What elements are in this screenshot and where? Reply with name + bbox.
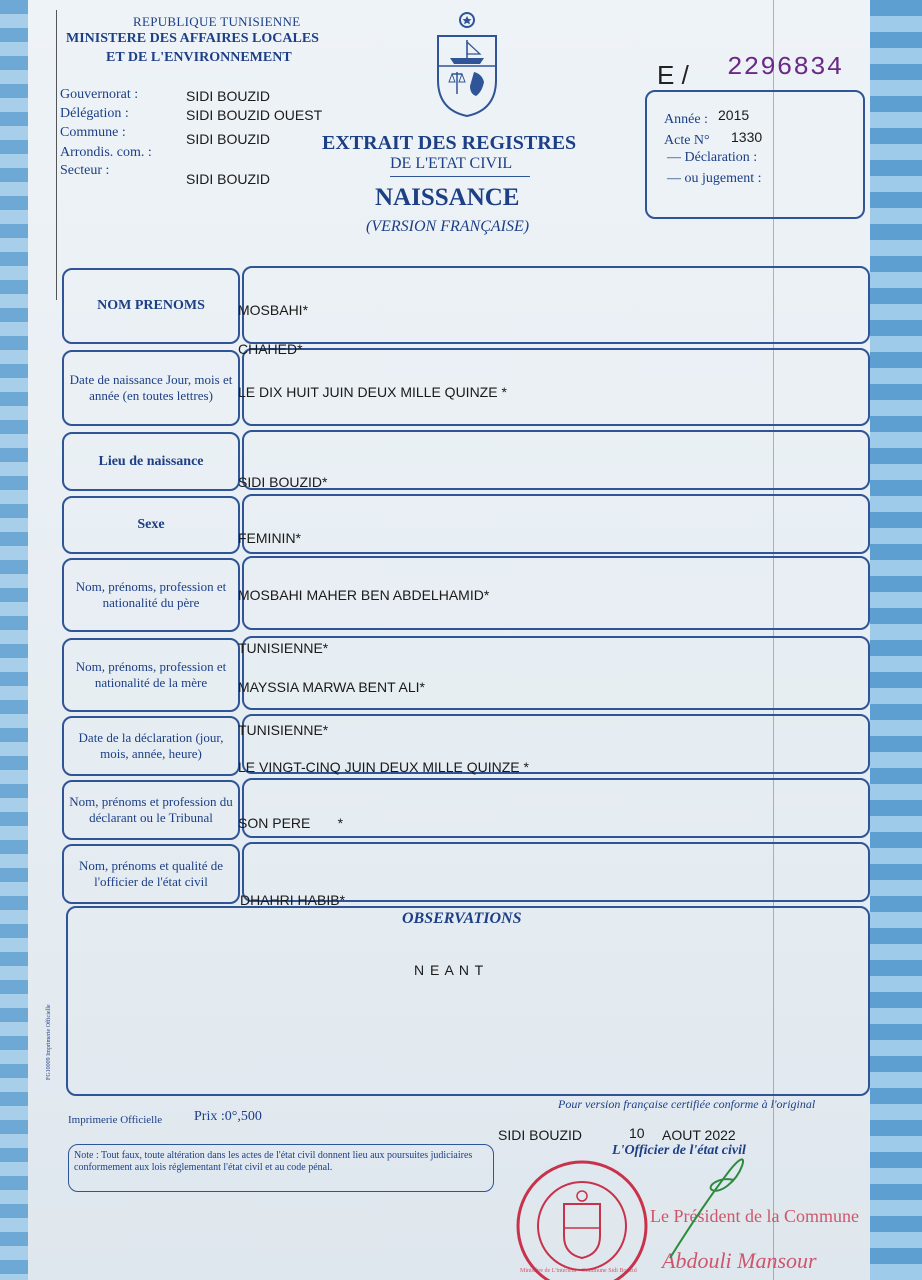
observations-value: N E A N T (414, 962, 485, 978)
stamp-president: Le Président de la Commune (650, 1206, 859, 1226)
document-subtitle: DE L'ETAT CIVIL (390, 155, 513, 172)
gouvernorat-value: SIDI BOUZID (186, 88, 271, 104)
observations-title: OBSERVATIONS (402, 910, 522, 927)
gouvernorat-label: Gouvernorat : (60, 87, 139, 102)
margin-line (56, 10, 57, 300)
commune-stamp-icon (512, 1156, 652, 1280)
row-label-declaration: Date de la déclaration (jour, mois, année, heure) (62, 716, 240, 776)
republic-heading: REPUBLIQUE TUNISIENNE (133, 14, 301, 29)
secteur-label: Secteur : (60, 163, 110, 178)
delegation-value: SIDI BOUZID OUEST (186, 107, 323, 123)
observations-box (66, 906, 870, 1096)
arrondissement-label: Arrondis. com. : (60, 145, 152, 160)
annee-value: 2015 (718, 107, 750, 123)
serial-number: 2296834 (727, 52, 844, 82)
printer-label: Imprimerie Officielle (68, 1114, 163, 1126)
officer-title: L'Officier de l'état civil (612, 1143, 746, 1158)
value-officier: DHAHRI HABIB* (240, 892, 346, 908)
row-box-sexe (242, 494, 870, 554)
row-label-pere: Nom, prénoms, profession et nationalité du père (62, 558, 240, 632)
ministry-heading-2: ET DE L'ENVIRONNEMENT (106, 50, 292, 65)
delegation-label: Délégation : (60, 106, 129, 121)
row-label-nom: NOM PRENOMS (62, 268, 240, 344)
row-label-officier: Nom, prénoms et qualité de l'officier de l'état civil (62, 844, 240, 904)
value-lieu: SIDI BOUZID* (238, 474, 328, 490)
secteur-value: SIDI BOUZID (186, 171, 271, 187)
footer-city: SIDI BOUZID (498, 1127, 583, 1143)
row-box-mere (242, 636, 870, 710)
jugement-label: — ou jugement : (667, 171, 762, 186)
stamp-name: Abdouli Mansour (662, 1248, 817, 1273)
value-date-naissance: LE DIX HUIT JUIN DEUX MILLE QUINZE * (238, 384, 507, 400)
value-nom: MOSBAHI* (238, 302, 309, 318)
stamp-ring-text: Ministère de L'intérieur - Commune Sidi Bouzid (520, 1268, 637, 1274)
note-text: Note : Tout faux, toute altération dans les actes de l'état civil donnent lieu aux poursuites judiciaires conformement aux lois réglementant l'état civil et au code pénal. (74, 1150, 473, 1173)
row-label-lieu: Lieu de naissance (62, 432, 240, 491)
acte-label: Acte N° (664, 133, 710, 148)
row-box-nom (242, 266, 870, 344)
value-pere-nationalite: TUNISIENNE* (238, 640, 329, 656)
footer-date: AOUT 2022 (662, 1127, 736, 1143)
value-mere-nationalite: TUNISIENNE* (238, 722, 329, 738)
value-prenom: CHAHED* (238, 341, 303, 357)
ministry-heading-1: MINISTERE DES AFFAIRES LOCALES (66, 31, 319, 46)
value-date-declaration: LE VINGT-CINQ JUIN DEUX MILLE QUINZE * (238, 759, 529, 775)
document-version: (VERSION FRANÇAISE) (366, 218, 530, 235)
commune-label: Commune : (60, 125, 126, 140)
document-type: NAISSANCE (375, 184, 520, 211)
value-declarant: SON PERE * (238, 815, 344, 831)
signature-icon (660, 1146, 760, 1266)
row-label-date-naissance: Date de naissance Jour, mois et année (en toutes lettres) (62, 350, 240, 426)
side-print: FG10009 Imprimerie Officielle (46, 1004, 52, 1080)
commune-value: SIDI BOUZID (186, 131, 271, 147)
annee-label: Année : (664, 112, 708, 127)
decorative-border-right (870, 0, 922, 1280)
value-sexe: FEMININ* (238, 530, 301, 546)
document-title: EXTRAIT DES REGISTRES (322, 132, 577, 154)
price-label: Prix :0°,500 (194, 1109, 262, 1124)
certified-text: Pour version française certifiée conforme à l'original (558, 1097, 816, 1111)
row-label-declarant: Nom, prénoms et profession du déclarant ou le Tribunal (62, 780, 240, 840)
tunisia-emblem-icon (430, 10, 504, 120)
value-pere: MOSBAHI MAHER BEN ABDELHAMID* (238, 587, 490, 603)
acte-value: 1330 (731, 129, 763, 145)
title-rule (390, 176, 530, 177)
row-label-sexe: Sexe (62, 496, 240, 554)
declaration-label: — Déclaration : (667, 150, 758, 165)
row-label-mere: Nom, prénoms, profession et nationalité de la mère (62, 638, 240, 712)
footer-day: 10 (629, 1125, 645, 1141)
decorative-border-left (0, 0, 28, 1280)
value-mere: MAYSSIA MARWA BENT ALI* (238, 679, 425, 695)
serial-prefix: E / (657, 60, 689, 90)
row-box-lieu (242, 430, 870, 490)
